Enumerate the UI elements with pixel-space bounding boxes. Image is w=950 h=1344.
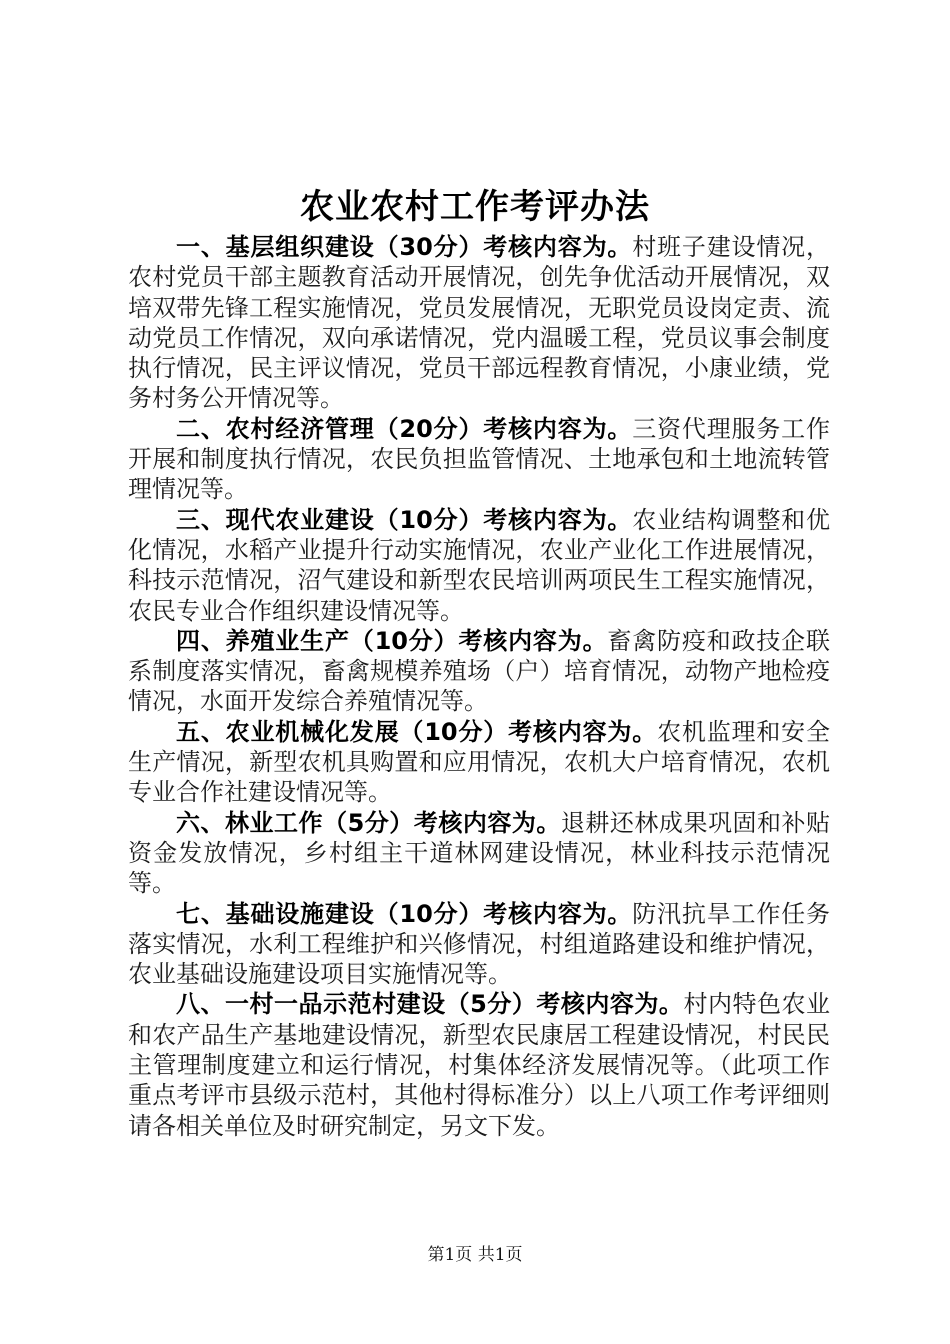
page-title: 农业农村工作考评办法 [300,187,650,227]
section-heading: 四、养殖业生产（10分）考核内容为。 [176,626,608,655]
section-4 [128,626,830,717]
section-text: 畜禽防疫和政技企联系制度落实情况，畜禽规模养殖场（户）培育情况，动物产地检疫情况，水面开发综合养殖情况等。 [128,626,830,716]
section-3 [128,505,830,626]
section-text: 村内特色农业和农产品生产基地建设情况，新型农民康居工程建设情况，村民民主管理制度建立和运行情况，村集体经济发展情况等。（此项工作重点考评市县级示范村，其他村得标准分）以上八项工作考评细则请各相关单位及时研究制定，另文下发。 [128,990,830,1140]
section-heading: 八、一村一品示范村建设（5分）考核内容为。 [176,990,684,1019]
section-heading: 一、基层组织建设（30分）考核内容为。 [176,233,633,261]
section-text: 村班子建设情况，农村党员干部主题教育活动开展情况，创先争优活动开展情况，双培双带先锋工程实施情况，党员发展情况，无职党员设岗定责、流动党员工作情况，双向承诺情况，党内温暖工程，党员议事会制度执行情况，民主评议情况，党员干部远程教育情况，小康业绩，党务村务公开情况等。 [128,233,831,413]
section-7 [128,899,830,990]
section-heading: 五、农业机械化发展（10分）考核内容为。 [176,717,658,746]
section-heading: 六、林业工作（5分）考核内容为。 [176,808,561,837]
section-heading: 七、基础设施建设（10分）考核内容为。 [176,899,633,928]
document-body [128,232,830,1141]
section-5 [128,717,830,808]
section-1 [128,232,830,414]
section-heading: 二、农村经济管理（20分）考核内容为。 [176,414,633,443]
section-heading: 三、现代农业建设（10分）考核内容为。 [176,505,633,534]
section-6 [128,808,830,899]
section-text: 农机监理和安全生产情况，新型农机具购置和应用情况，农机大户培育情况，农机专业合作社建设情况等。 [128,717,831,807]
section-2 [128,414,830,505]
section-8 [128,989,830,1140]
section-text: 防汛抗旱工作任务落实情况，水利工程维护和兴修情况，村组道路建设和维护情况，农业基础设施建设项目实施情况等。 [128,899,831,989]
section-text: 退耕还林成果巩固和补贴资金发放情况，乡村组主干道林网建设情况，林业科技示范情况等。 [128,808,831,898]
section-text: 三资代理服务工作开展和制度执行情况，农民负担监管情况、土地承包和土地流转管理情况等。 [128,414,831,504]
section-text: 农业结构调整和优化情况，水稻产业提升行动实施情况，农业产业化工作进展情况，科技示范情况，沼气建设和新型农民培训两项民生工程实施情况，农民专业合作组织建设情况等。 [128,505,831,625]
page-footer: 第1页 共1页 [427,1245,523,1265]
